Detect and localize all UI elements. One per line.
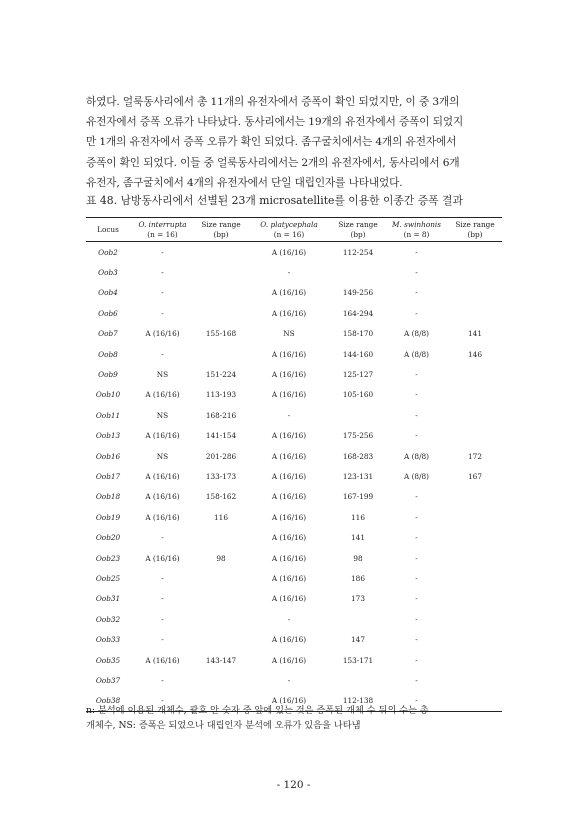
- species-1-size: 201-286: [205, 451, 237, 461]
- species-1-result: NS: [156, 451, 169, 461]
- species-2-result: -: [287, 614, 291, 624]
- species-1-size: 116: [214, 512, 228, 522]
- species-2-size: [331, 405, 385, 425]
- species-1-size: [195, 262, 247, 282]
- size-unit: (bp): [350, 230, 366, 239]
- locus-cell: Oob9: [98, 370, 118, 380]
- species-2-result: A (16/16): [271, 349, 307, 359]
- species-3-size: [448, 405, 502, 425]
- species-3-size: [448, 385, 502, 405]
- amplification-table: [86, 217, 502, 712]
- table-row: [86, 507, 502, 527]
- table-row: [86, 385, 502, 405]
- species-3-result: A (8/8): [403, 349, 430, 359]
- species-3-result: -: [415, 308, 418, 318]
- species-3-result: -: [415, 370, 418, 380]
- table-row: [86, 242, 502, 263]
- species-3-result: -: [415, 696, 418, 706]
- size-unit: (bp): [213, 230, 229, 239]
- table-row: [86, 487, 502, 507]
- species-3-result: -: [415, 675, 418, 685]
- species-2-result: A (16/16): [271, 594, 307, 604]
- table-row: [86, 283, 502, 303]
- table-row: [86, 426, 502, 446]
- species-3-size: [448, 262, 502, 282]
- locus-cell: Oob3: [98, 268, 118, 278]
- locus-cell: Oob20: [95, 533, 121, 543]
- species-3-n: (n = 8): [403, 230, 430, 239]
- table-row: [86, 262, 502, 282]
- table-row: [86, 324, 502, 344]
- species-1-result: -: [161, 614, 164, 624]
- species-1-result: -: [161, 268, 164, 278]
- body-paragraph: [86, 92, 504, 193]
- species-2-result: A (16/16): [271, 492, 307, 502]
- header-species-2: [247, 218, 331, 242]
- species-1-result: A (16/16): [145, 471, 180, 481]
- species-2-size: [331, 262, 385, 282]
- paragraph-line: 하였다. 얼룩동사리에서 총 11개의 유전자에서 증폭이 확인 되었지만, 이 중 3개의: [86, 96, 460, 108]
- table-row: [86, 344, 502, 364]
- species-2-result: A (16/16): [271, 533, 307, 543]
- locus-cell: Oob2: [98, 247, 118, 257]
- species-1-result: A (16/16): [145, 329, 180, 339]
- species-2-size: 153-171: [342, 655, 374, 665]
- species-3-result: -: [415, 512, 418, 522]
- species-3-result: -: [415, 655, 418, 665]
- header-species-3: [385, 218, 448, 242]
- locus-cell: Oob19: [95, 512, 121, 522]
- species-1-result: -: [161, 247, 164, 257]
- species-1-result: A (16/16): [145, 553, 180, 563]
- species-2-result: A (16/16): [271, 635, 307, 645]
- species-1-size: 141-154: [205, 431, 237, 441]
- table-row: [86, 589, 502, 609]
- locus-cell: Oob32: [95, 614, 121, 624]
- species-1-result: A (16/16): [145, 492, 180, 502]
- species-1-size: [195, 283, 247, 303]
- species-2-size: [331, 609, 385, 629]
- locus-cell: Oob23: [95, 553, 121, 563]
- species-2-size: 141: [351, 533, 365, 543]
- species-2-result: A (16/16): [271, 471, 307, 481]
- species-1-result: -: [161, 573, 164, 583]
- species-2-size: 112-138: [342, 696, 374, 706]
- paragraph-line: 유전자, 좀구굴치에서 4개의 유전자에서 단일 대립인자를 나타내었다.: [86, 176, 403, 189]
- footnote-line: n: 분석에 이용된 개체수, 괄호 안 숫자 중 앞에 있는 것은 증폭된 개체 수 뒤의 수는 총: [86, 705, 429, 716]
- species-2-size: [331, 670, 385, 690]
- table-header-row: [86, 218, 502, 242]
- species-1-result: -: [161, 635, 164, 645]
- species-3-result: -: [415, 533, 418, 543]
- locus-cell: Oob17: [95, 471, 121, 481]
- species-3-result: -: [415, 614, 418, 624]
- species-2-size: 175-256: [342, 431, 374, 441]
- species-1-size: [195, 344, 247, 364]
- species-1-result: -: [161, 288, 164, 298]
- species-3-size: [448, 609, 502, 629]
- locus-cell: Oob16: [95, 451, 121, 461]
- species-1-size: [195, 568, 247, 588]
- species-3-result: -: [415, 492, 418, 502]
- species-2-result: A (16/16): [271, 512, 307, 522]
- table-row: [86, 446, 502, 466]
- species-2-size: 105-160: [342, 390, 374, 400]
- species-1-result: A (16/16): [145, 512, 180, 522]
- paragraph-line: 만 1개의 유전자에서 증폭 오류가 확인 되었다. 좀구굴치에서는 4개의 유전자에서: [86, 136, 457, 149]
- species-3-size: [448, 670, 502, 690]
- header-species-1: [130, 218, 195, 242]
- species-1-size: [195, 629, 247, 649]
- locus-cell: Oob13: [95, 431, 121, 441]
- species-3-result: -: [415, 390, 418, 400]
- species-2-result: A (16/16): [271, 451, 307, 461]
- species-1-result: -: [161, 308, 164, 318]
- species-3-size: [448, 426, 502, 446]
- species-3-size: 146: [468, 349, 482, 359]
- table-row: [86, 629, 502, 649]
- species-3-result: A (8/8): [403, 471, 430, 481]
- table-row: [86, 548, 502, 568]
- species-2-size: 125-127: [342, 370, 374, 380]
- species-3-result: -: [415, 635, 418, 645]
- table-row: [86, 568, 502, 588]
- species-2-size: 158-170: [342, 329, 374, 339]
- species-1-result: -: [161, 533, 164, 543]
- species-2-size: 112-254: [342, 247, 374, 257]
- species-2-result: A (16/16): [271, 553, 307, 563]
- size-label: Size range: [455, 220, 495, 229]
- locus-cell: Oob11: [95, 410, 121, 420]
- species-2-result: A (16/16): [271, 696, 307, 706]
- header-size-3: [448, 218, 502, 242]
- species-2-result: A (16/16): [271, 308, 307, 318]
- locus-cell: Oob31: [95, 594, 121, 604]
- species-2-size: 164-294: [342, 308, 374, 318]
- species-1-size: [195, 609, 247, 629]
- species-3-size: 172: [468, 451, 482, 461]
- species-2-size: 98: [353, 553, 363, 563]
- species-3-size: 141: [468, 329, 482, 339]
- species-3-size: [448, 364, 502, 384]
- species-2-result: A (16/16): [271, 431, 307, 441]
- species-1-result: A (16/16): [145, 431, 180, 441]
- table-row: [86, 650, 502, 670]
- table-caption: 표 48. 남방동사리에서 선별된 23개 microsatellite를 이용한 이종간 증폭 결과: [86, 194, 463, 207]
- table-row: [86, 405, 502, 425]
- species-2-size: 167-199: [342, 492, 374, 502]
- size-label: Size range: [201, 220, 241, 229]
- species-1-result: NS: [156, 410, 169, 420]
- header-size-2: [331, 218, 385, 242]
- species-3-result: A (8/8): [403, 329, 430, 339]
- paragraph-line: 증폭이 확인 되었다. 이들 중 얼룩동사리에서는 2개의 유전자에서, 동사리에서 6개: [86, 156, 460, 169]
- species-2-result: A (16/16): [271, 655, 307, 665]
- species-3-size: [448, 548, 502, 568]
- species-1-result: NS: [156, 370, 169, 380]
- locus-cell: Oob35: [95, 655, 121, 665]
- locus-cell: Oob10: [95, 390, 121, 400]
- table-footnote: [86, 703, 506, 733]
- locus-cell: Oob33: [95, 635, 121, 645]
- species-1-size: 158-162: [205, 492, 237, 502]
- header-size-1: [195, 218, 247, 242]
- locus-cell: Oob7: [98, 329, 118, 339]
- table-row: [86, 527, 502, 547]
- species-1-n: (n = 16): [147, 230, 178, 239]
- table-row: [86, 670, 502, 690]
- species-3-size: [448, 527, 502, 547]
- species-2-result: NS: [283, 329, 295, 339]
- species-2-name: O. platycephala: [260, 220, 318, 229]
- species-3-result: -: [415, 268, 418, 278]
- species-1-size: 168-216: [205, 410, 237, 420]
- table-row: [86, 303, 502, 323]
- size-label: Size range: [338, 220, 378, 229]
- species-2-size: 123-131: [342, 471, 374, 481]
- species-3-size: [448, 589, 502, 609]
- species-3-size: [448, 303, 502, 323]
- species-2-result: A (16/16): [271, 288, 307, 298]
- species-2-size: 168-283: [342, 451, 374, 461]
- species-3-size: [448, 487, 502, 507]
- species-3-result: -: [415, 410, 418, 420]
- locus-cell: Oob18: [95, 492, 121, 502]
- species-3-size: [448, 568, 502, 588]
- species-3-size: [448, 283, 502, 303]
- table-row: [86, 466, 502, 486]
- species-2-size: 186: [351, 573, 365, 583]
- table-body: [86, 242, 502, 712]
- locus-cell: Oob4: [98, 288, 118, 298]
- species-2-result: -: [287, 410, 291, 420]
- species-1-size: 155-168: [205, 329, 237, 339]
- species-1-name: O. interrupta: [138, 220, 187, 229]
- species-3-size: 167: [468, 471, 482, 481]
- species-3-name: M. swinhonis: [391, 220, 441, 229]
- species-3-size: [448, 242, 502, 263]
- species-2-n: (n = 16): [273, 230, 305, 239]
- species-1-result: -: [161, 349, 164, 359]
- size-unit: (bp): [467, 230, 483, 239]
- species-2-size: 149-256: [342, 288, 374, 298]
- locus-cell: Oob8: [98, 349, 118, 359]
- table-row: [86, 364, 502, 384]
- species-1-result: -: [161, 675, 164, 685]
- species-1-size: [195, 670, 247, 690]
- species-1-size: [195, 589, 247, 609]
- species-2-result: A (16/16): [271, 370, 307, 380]
- table-row: [86, 609, 502, 629]
- species-2-size: 147: [351, 635, 365, 645]
- species-3-result: -: [415, 431, 418, 441]
- locus-cell: Oob6: [98, 308, 118, 318]
- species-3-size: [448, 507, 502, 527]
- locus-cell: Oob38: [95, 696, 121, 706]
- species-1-size: [195, 242, 247, 263]
- species-3-result: -: [415, 573, 418, 583]
- species-2-size: 116: [351, 512, 365, 522]
- species-1-result: A (16/16): [145, 655, 180, 665]
- locus-cell: Oob25: [95, 573, 121, 583]
- species-3-result: -: [415, 247, 418, 257]
- paragraph-line: 유전자에서 증폭 오류가 나타났다. 동사리에서는 19개의 유전자에서 증폭이 되었지: [86, 116, 464, 129]
- species-2-size: 173: [351, 594, 365, 604]
- header-locus: Locus: [97, 225, 119, 234]
- species-1-size: [195, 527, 247, 547]
- species-2-result: A (16/16): [271, 573, 307, 583]
- species-3-size: [448, 629, 502, 649]
- species-1-result: A (16/16): [145, 390, 180, 400]
- species-2-result: -: [287, 268, 291, 278]
- species-1-size: 151-224: [205, 370, 237, 380]
- species-1-size: 113-193: [205, 390, 237, 400]
- species-3-result: -: [415, 553, 418, 563]
- species-1-result: -: [161, 696, 164, 706]
- page-number: - 120 -: [276, 779, 311, 791]
- species-2-result: -: [287, 675, 291, 685]
- footnote-line: 개체수, NS: 증폭은 되었으나 대립인자 분석에 오류가 있음을 나타냄: [86, 720, 361, 731]
- species-2-result: A (16/16): [271, 390, 307, 400]
- species-3-result: -: [415, 288, 418, 298]
- species-2-result: A (16/16): [271, 247, 307, 257]
- species-1-size: 98: [216, 553, 226, 563]
- species-3-size: [448, 650, 502, 670]
- species-1-size: [195, 303, 247, 323]
- species-3-result: A (8/8): [403, 451, 430, 461]
- locus-cell: Oob37: [95, 675, 121, 685]
- species-2-size: 144-160: [342, 349, 374, 359]
- species-1-size: 143-147: [205, 655, 237, 665]
- species-1-size: 133-173: [205, 471, 237, 481]
- species-1-result: -: [161, 594, 164, 604]
- species-3-result: -: [415, 594, 418, 604]
